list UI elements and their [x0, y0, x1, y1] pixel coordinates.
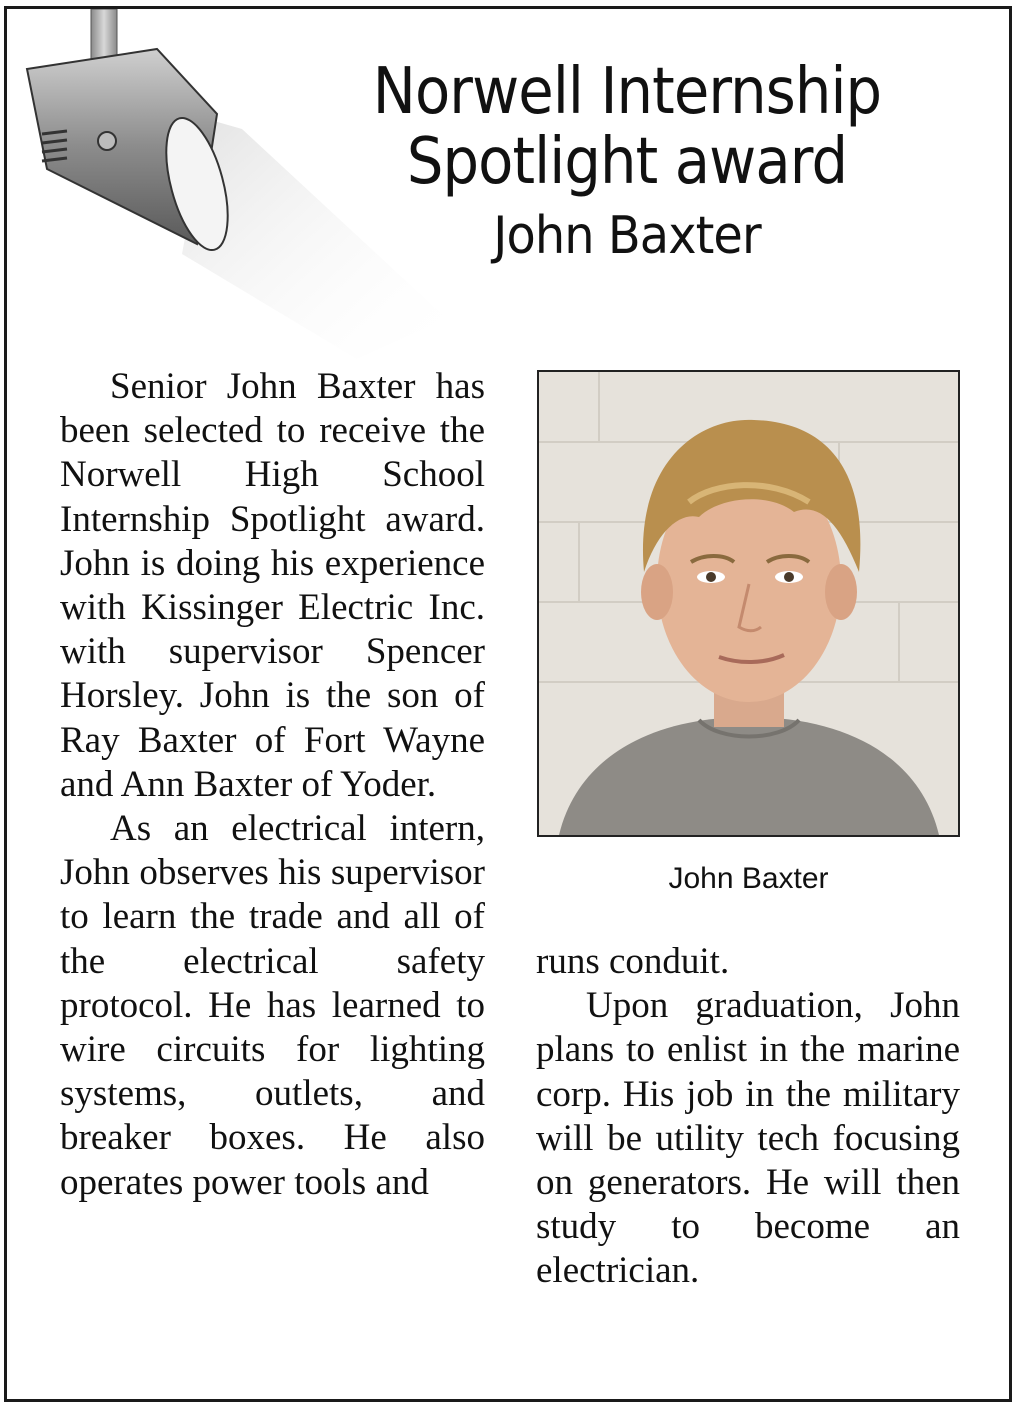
portrait-image — [539, 372, 958, 835]
paragraph-2-left: As an electrical intern, John observes his supervisor to learn the trade and all of the electrical safety protocol. He has learned to wire circuits for lighting systems, outlets, and breaker boxes. He also operates power tools and — [60, 808, 485, 1203]
portrait-photo — [537, 370, 960, 837]
article-column-right — [536, 940, 960, 1294]
article-column-left — [60, 365, 485, 1205]
photo-caption: John Baxter — [668, 862, 829, 895]
paragraph-2-right: runs conduit. — [536, 941, 730, 982]
headline-line-2: Spotlight award — [406, 125, 848, 199]
headline — [237, 57, 1017, 271]
headline-line-1: Norwell Internship — [372, 55, 882, 129]
paragraph-3: Upon graduation, John plans to enlist in the marine corp. His job in the military will be utility tech focusing on generators. He will then study to become an electrician. — [536, 985, 960, 1292]
headline-name: John Baxter — [493, 206, 761, 266]
paragraph-1: Senior John Baxter has been selected to receive the Norwell High School Internship Spotlight award. John is doing his experience with Kissinger Electric Inc. with supervisor Spencer Horsley. John is the son of Ray Baxter of Fort Wayne and Ann Baxter of Yoder. — [60, 366, 485, 805]
